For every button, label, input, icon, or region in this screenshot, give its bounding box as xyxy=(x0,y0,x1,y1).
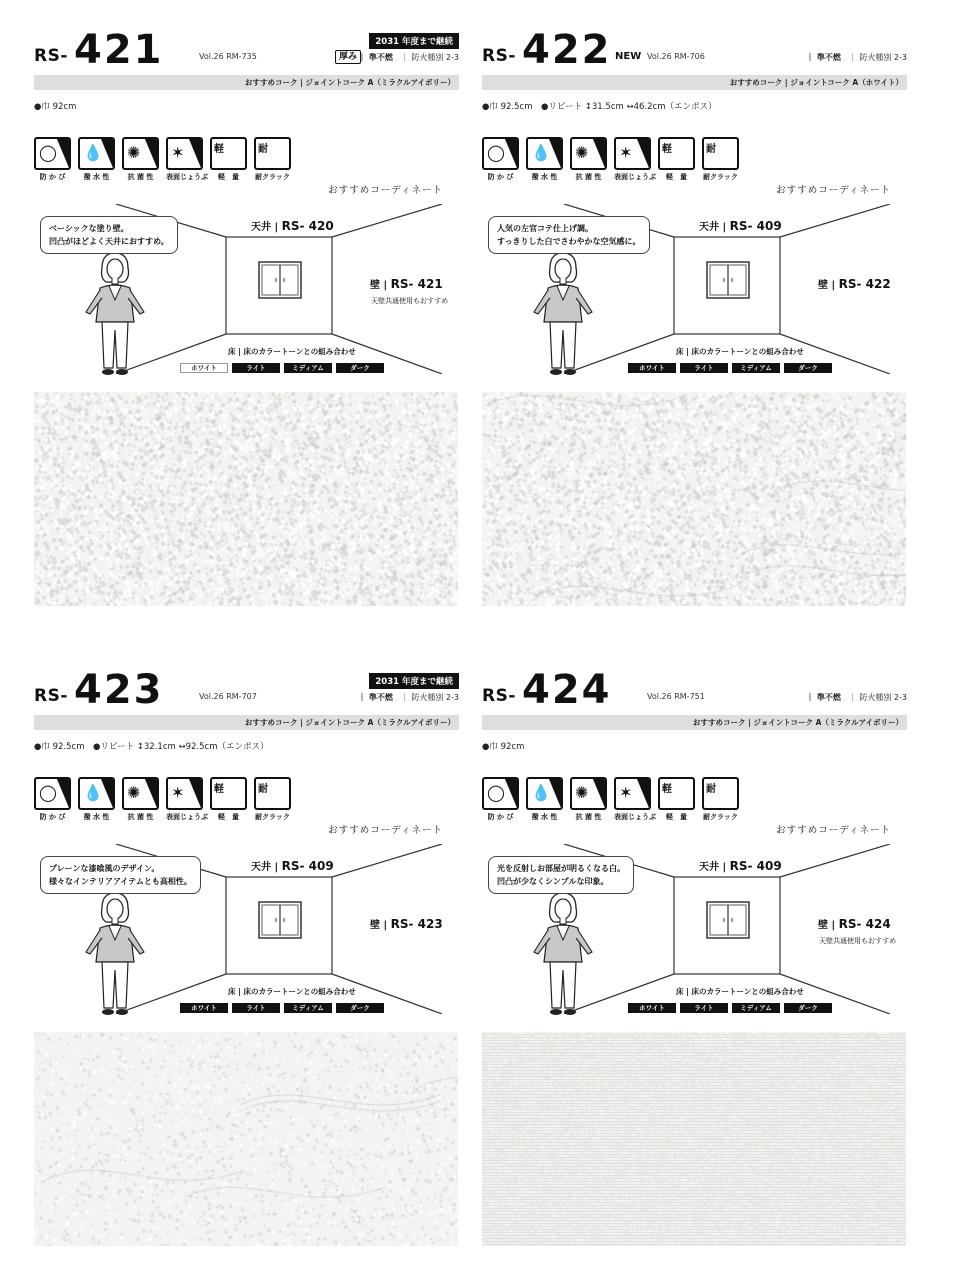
icon-glyph: 軽 xyxy=(662,784,672,795)
floor-tone-button[interactable]: ホワイト xyxy=(628,363,676,373)
icon-glyph: 💧 xyxy=(531,783,551,802)
speech-line: すっきりした白でさわやかな空気感に。 xyxy=(497,237,641,246)
person-illustration xyxy=(82,890,148,1022)
fire-rating-class: ｜ 防火種別 2-3 xyxy=(840,53,907,62)
icon-glyph: ✶ xyxy=(171,143,185,162)
speech-line: 光を反射しお部屋が明るくなる白。 xyxy=(497,864,625,873)
icon-glyph: ◯ xyxy=(487,143,505,162)
feature-icon-label: 抗 菌 性 xyxy=(127,173,154,181)
product-panel xyxy=(482,28,907,603)
wall-note: 天壁共通使用もおすすめ xyxy=(819,937,897,945)
product-code-prefix: RS- xyxy=(34,46,68,66)
floor-tone-button[interactable]: ダーク xyxy=(784,1003,832,1013)
new-badge: NEW xyxy=(615,51,642,62)
icon-glyph: ✶ xyxy=(619,783,633,802)
person-illustration xyxy=(530,250,596,382)
feature-icon-item xyxy=(482,137,519,182)
recommended-caulk-bar: おすすめコーク | ジョイントコーク A（ミラクルアイボリー） xyxy=(482,715,907,730)
icon-glyph: ✺ xyxy=(575,783,589,802)
fire-rating-grade: ｜ 準不燃 xyxy=(358,53,393,62)
lightweight-icon xyxy=(210,777,247,810)
window-illustration xyxy=(707,262,749,298)
antibacterial-icon xyxy=(570,137,607,170)
continuation-badge: 2031 年度まで継続 xyxy=(369,33,459,49)
product-specs: ●巾 92.5cm ●リピート ↕32.1cm ↔92.5cm（エンボス） xyxy=(34,742,269,752)
feature-icon-item xyxy=(34,777,71,822)
speech-line: ベーシックな塗り壁。 xyxy=(49,224,129,233)
feature-icon-label: 軽 量 xyxy=(218,813,239,821)
floor-tone-button[interactable]: ダーク xyxy=(784,363,832,373)
wall-code: RS- 421 xyxy=(390,277,443,291)
lightweight-icon xyxy=(210,137,247,170)
feature-icon-label: 防 か び xyxy=(487,173,514,181)
fire-rating xyxy=(806,52,907,63)
feature-icon-label: 表面じょうぶ xyxy=(614,813,656,821)
feature-icons xyxy=(34,777,291,822)
fire-rating-class: ｜ 防火種別 2-3 xyxy=(392,693,459,702)
feature-icons xyxy=(34,137,291,182)
ceiling-code: RS- 409 xyxy=(729,859,782,873)
ceiling-label: 天井 | xyxy=(251,862,282,873)
icon-glyph: 耐 xyxy=(258,784,268,795)
floor-tone-button[interactable]: ミディアム xyxy=(732,1003,780,1013)
feature-icon-item xyxy=(614,777,656,822)
coordinate-title: おすすめコーディネート xyxy=(776,185,891,196)
icon-glyph: 軽 xyxy=(214,784,224,795)
feature-icon-item xyxy=(34,137,71,182)
wall-recommendation xyxy=(370,276,443,291)
speech-bubble xyxy=(488,216,650,254)
feature-icon-label: 撥 水 性 xyxy=(531,813,558,821)
floor-tone-button[interactable]: ライト xyxy=(680,363,728,373)
feature-icon-item xyxy=(78,777,115,822)
floor-label: 床 | 床のカラートーンとの組み合わせ xyxy=(228,347,356,356)
feature-icons xyxy=(482,137,739,182)
floor-label: 床 | 床のカラートーンとの組み合わせ xyxy=(228,987,356,996)
ceiling-recommendation xyxy=(699,218,782,233)
feature-icon-item xyxy=(482,777,519,822)
coordinate-title: おすすめコーディネート xyxy=(328,825,443,836)
thickness-badge: 厚み xyxy=(335,50,361,64)
feature-icon-label: 耐クラック xyxy=(703,173,738,181)
feature-icon-label: 撥 水 性 xyxy=(83,813,110,821)
feature-icon-label: 軽 量 xyxy=(666,173,687,181)
feature-icon-item xyxy=(570,137,607,182)
wall-label-text: 壁 | xyxy=(818,920,839,931)
crack-resistant-icon xyxy=(254,137,291,170)
product-specs: ●巾 92cm xyxy=(34,102,77,112)
speech-bubble xyxy=(40,856,201,894)
product-number: 423 xyxy=(74,667,164,713)
feature-icon-label: 抗 菌 性 xyxy=(575,173,602,181)
product-panel xyxy=(34,668,459,1243)
ceiling-label: 天井 | xyxy=(699,862,730,873)
speech-line: 凹凸がほどよく天井におすすめ。 xyxy=(49,237,169,246)
ceiling-code: RS- 420 xyxy=(281,219,334,233)
feature-icon-item xyxy=(658,777,695,822)
volume-reference: Vol.26 RM-707 xyxy=(199,692,257,701)
floor-tone-button[interactable]: ミディアム xyxy=(732,363,780,373)
feature-icon-item xyxy=(122,777,159,822)
wall-note: 天壁共通使用もおすすめ xyxy=(371,297,449,305)
floor-tone-button[interactable]: ホワイト xyxy=(628,1003,676,1013)
antibacterial-icon xyxy=(122,777,159,810)
fire-rating-class: ｜ 防火種別 2-3 xyxy=(392,53,459,62)
crack-resistant-icon xyxy=(702,137,739,170)
icon-glyph: ✶ xyxy=(171,783,185,802)
floor-tone-button[interactable]: ライト xyxy=(232,1003,280,1013)
floor-tone-button[interactable]: ホワイト xyxy=(180,1003,228,1013)
water-repellent-icon xyxy=(78,137,115,170)
icon-glyph: ✶ xyxy=(619,143,633,162)
speech-line: 人気の左官コテ仕上げ調。 xyxy=(497,224,593,233)
crack-resistant-icon xyxy=(702,777,739,810)
wallpaper-swatch xyxy=(482,1032,906,1246)
icon-glyph: 耐 xyxy=(706,784,716,795)
icon-glyph: 耐 xyxy=(258,144,268,155)
product-number: 424 xyxy=(522,667,612,713)
recommended-caulk-bar: おすすめコーク | ジョイントコーク A（ミラクルアイボリー） xyxy=(34,715,459,730)
surface-strength-icon xyxy=(166,777,203,810)
icon-glyph: 軽 xyxy=(214,144,224,155)
wallpaper-swatch xyxy=(34,1032,458,1246)
recommended-caulk-bar: おすすめコーク | ジョイントコーク A（ミラクルアイボリー） xyxy=(34,75,459,90)
window-illustration xyxy=(707,902,749,938)
ceiling-label: 天井 | xyxy=(251,222,282,233)
feature-icon-item xyxy=(122,137,159,182)
icon-glyph: 💧 xyxy=(83,783,103,802)
icon-glyph: 軽 xyxy=(662,144,672,155)
icon-glyph: ◯ xyxy=(39,783,57,802)
feature-icons xyxy=(482,777,739,822)
speech-line: プレーンな漆喰風のデザイン。 xyxy=(49,864,160,873)
window-illustration xyxy=(259,902,301,938)
icon-glyph: ✺ xyxy=(575,143,589,162)
floor-tone-buttons xyxy=(180,363,384,373)
wall-code: RS- 423 xyxy=(390,917,443,931)
surface-strength-icon xyxy=(614,777,651,810)
product-code-prefix: RS- xyxy=(482,46,516,66)
product-number: 422 xyxy=(522,27,612,73)
antibacterial-icon xyxy=(122,137,159,170)
surface-strength-icon xyxy=(614,137,651,170)
water-repellent-icon xyxy=(526,777,563,810)
feature-icon-item xyxy=(254,777,291,822)
floor-tone-button[interactable]: ミディアム xyxy=(284,1003,332,1013)
person-illustration xyxy=(530,890,596,1022)
feature-icon-label: 撥 水 性 xyxy=(83,173,110,181)
feature-icon-item xyxy=(78,137,115,182)
ceiling-recommendation xyxy=(699,858,782,873)
volume-reference: Vol.26 RM-735 xyxy=(199,52,257,61)
antibacterial-icon xyxy=(570,777,607,810)
feature-icon-label: 防 か び xyxy=(39,813,66,821)
window-illustration xyxy=(259,262,301,298)
fire-rating-grade: ｜ 準不燃 xyxy=(806,53,841,62)
wall-code: RS- 422 xyxy=(838,277,891,291)
mold-resistant-icon xyxy=(34,137,71,170)
mold-resistant-icon xyxy=(482,137,519,170)
icon-glyph: ✺ xyxy=(127,143,141,162)
volume-reference: Vol.26 RM-706 xyxy=(647,52,705,61)
feature-icon-label: 防 か び xyxy=(487,813,514,821)
speech-line: 凹凸が少なくシンプルな印象。 xyxy=(497,877,609,886)
icon-glyph: ✺ xyxy=(127,783,141,802)
feature-icon-label: 耐クラック xyxy=(255,173,290,181)
volume-reference: Vol.26 RM-751 xyxy=(647,692,705,701)
feature-icon-item xyxy=(210,137,247,182)
feature-icon-item xyxy=(166,137,208,182)
feature-icon-item xyxy=(702,137,739,182)
floor-tone-buttons xyxy=(628,363,832,373)
feature-icon-label: 軽 量 xyxy=(218,173,239,181)
wallpaper-swatch xyxy=(482,392,906,606)
wallpaper-swatch xyxy=(34,392,458,606)
speech-bubble xyxy=(40,216,178,254)
feature-icon-item xyxy=(166,777,208,822)
feature-icon-label: 耐クラック xyxy=(703,813,738,821)
floor-tone-buttons xyxy=(628,1003,832,1013)
fire-rating xyxy=(358,692,459,703)
product-panel xyxy=(34,28,459,603)
feature-icon-label: 耐クラック xyxy=(255,813,290,821)
feature-icon-label: 表面じょうぶ xyxy=(166,173,208,181)
fire-rating-grade: ｜ 準不燃 xyxy=(806,693,841,702)
wall-recommendation xyxy=(370,916,443,931)
icon-glyph: 💧 xyxy=(83,143,103,162)
floor-label: 床 | 床のカラートーンとの組み合わせ xyxy=(676,347,804,356)
fire-rating-grade: ｜ 準不燃 xyxy=(358,693,393,702)
floor-tone-button[interactable]: ホワイト xyxy=(180,363,228,373)
recommended-caulk-bar: おすすめコーク | ジョイントコーク A（ホワイト） xyxy=(482,75,907,90)
floor-tone-button[interactable]: ダーク xyxy=(336,1003,384,1013)
feature-icon-item xyxy=(570,777,607,822)
product-code-prefix: RS- xyxy=(34,686,68,706)
mold-resistant-icon xyxy=(34,777,71,810)
ceiling-code: RS- 409 xyxy=(281,859,334,873)
lightweight-icon xyxy=(658,137,695,170)
feature-icon-label: 抗 菌 性 xyxy=(575,813,602,821)
floor-tone-button[interactable]: ライト xyxy=(232,363,280,373)
feature-icon-item xyxy=(658,137,695,182)
fire-rating-class: ｜ 防火種別 2-3 xyxy=(840,693,907,702)
feature-icon-label: 軽 量 xyxy=(666,813,687,821)
icon-glyph: 耐 xyxy=(706,144,716,155)
feature-icon-label: 表面じょうぶ xyxy=(614,173,656,181)
wall-label-text: 壁 | xyxy=(370,920,391,931)
ceiling-recommendation xyxy=(251,218,334,233)
floor-label: 床 | 床のカラートーンとの組み合わせ xyxy=(676,987,804,996)
wall-recommendation xyxy=(818,276,891,291)
wall-code: RS- 424 xyxy=(838,917,891,931)
icon-glyph: ◯ xyxy=(487,783,505,802)
icon-glyph: ◯ xyxy=(39,143,57,162)
ceiling-code: RS- 409 xyxy=(729,219,782,233)
person-illustration xyxy=(82,250,148,382)
feature-icon-label: 抗 菌 性 xyxy=(127,813,154,821)
mold-resistant-icon xyxy=(482,777,519,810)
product-panel xyxy=(482,668,907,1243)
floor-tone-buttons xyxy=(180,1003,384,1013)
fire-rating xyxy=(358,52,459,63)
surface-strength-icon xyxy=(166,137,203,170)
feature-icon-item xyxy=(254,137,291,182)
coordinate-title: おすすめコーディネート xyxy=(328,185,443,196)
wall-label-text: 壁 | xyxy=(818,280,839,291)
ceiling-label: 天井 | xyxy=(699,222,730,233)
feature-icon-label: 防 か び xyxy=(39,173,66,181)
ceiling-recommendation xyxy=(251,858,334,873)
feature-icon-item xyxy=(702,777,739,822)
speech-line: 様々なインテリアアイテムとも高相性。 xyxy=(49,877,192,886)
water-repellent-icon xyxy=(78,777,115,810)
product-specs: ●巾 92cm xyxy=(482,742,525,752)
feature-icon-item xyxy=(526,137,563,182)
product-specs: ●巾 92.5cm ●リピート ↕31.5cm ↔46.2cm（エンボス） xyxy=(482,102,717,112)
product-code-prefix: RS- xyxy=(482,686,516,706)
water-repellent-icon xyxy=(526,137,563,170)
crack-resistant-icon xyxy=(254,777,291,810)
continuation-badge: 2031 年度まで継続 xyxy=(369,673,459,689)
wall-label-text: 壁 | xyxy=(370,280,391,291)
fire-rating xyxy=(806,692,907,703)
feature-icon-item xyxy=(526,777,563,822)
lightweight-icon xyxy=(658,777,695,810)
feature-icon-label: 撥 水 性 xyxy=(531,173,558,181)
feature-icon-item xyxy=(210,777,247,822)
product-number: 421 xyxy=(74,27,164,73)
wall-recommendation xyxy=(818,916,891,931)
floor-tone-button[interactable]: ダーク xyxy=(336,363,384,373)
coordinate-title: おすすめコーディネート xyxy=(776,825,891,836)
speech-bubble xyxy=(488,856,634,894)
floor-tone-button[interactable]: ライト xyxy=(680,1003,728,1013)
feature-icon-label: 表面じょうぶ xyxy=(166,813,208,821)
floor-tone-button[interactable]: ミディアム xyxy=(284,363,332,373)
icon-glyph: 💧 xyxy=(531,143,551,162)
feature-icon-item xyxy=(614,137,656,182)
